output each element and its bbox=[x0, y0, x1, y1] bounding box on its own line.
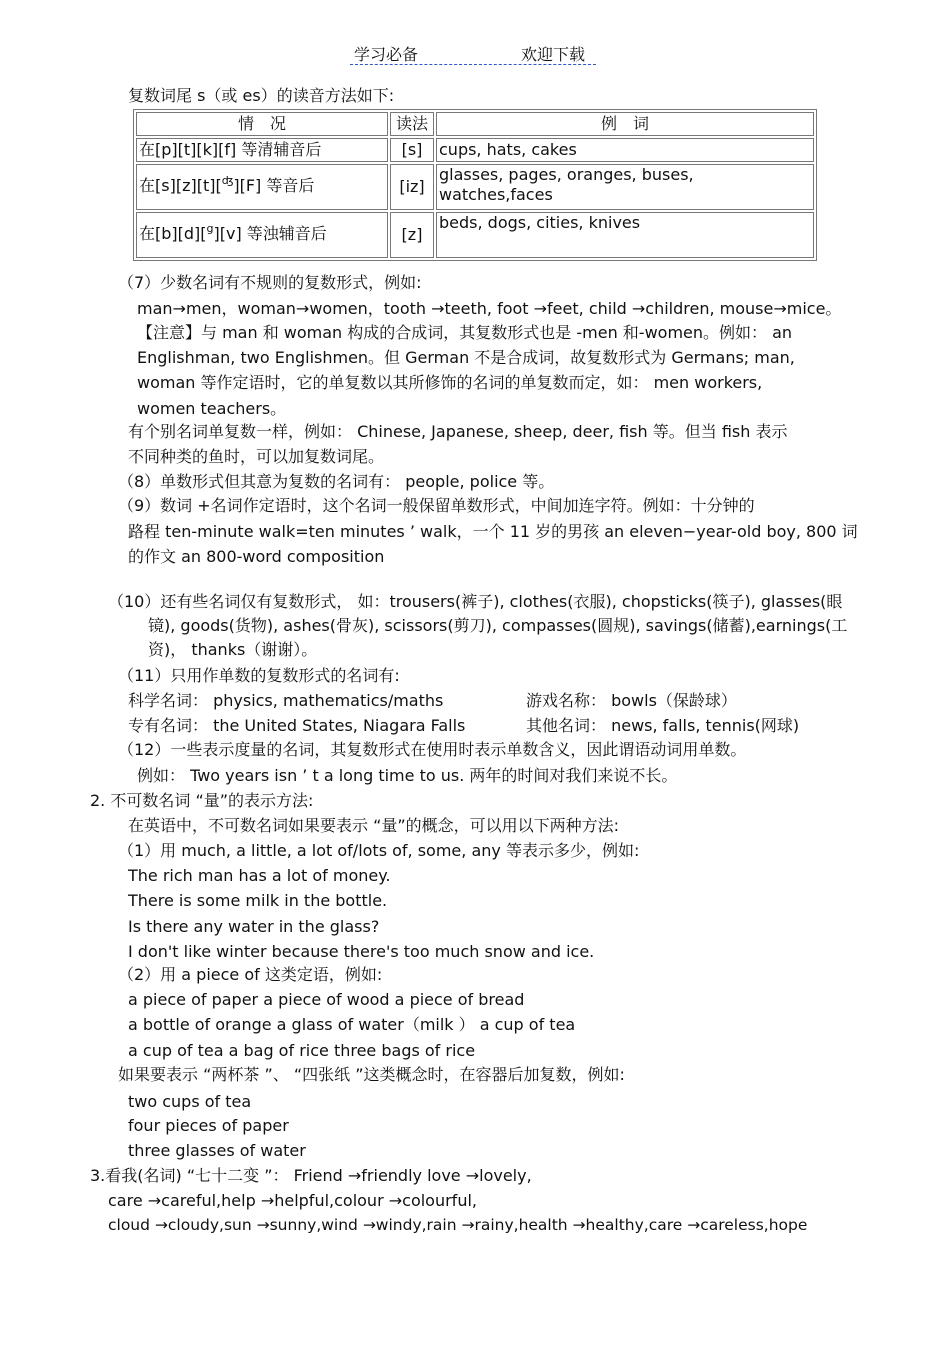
header-reading: 读法 bbox=[390, 112, 434, 136]
text-line: （12）一些表示度量的名词，其复数形式在使用时表示单数含义，因此谓语动词用单数。 bbox=[118, 740, 747, 759]
condition-cell bbox=[136, 138, 388, 162]
text-line: woman 等作定语时，它的单复数以其所修饰的名词的单复数而定，如： men workers, bbox=[137, 373, 763, 392]
text-line: three glasses of water bbox=[128, 1141, 306, 1160]
condition-cell bbox=[136, 164, 388, 210]
text-line: （8）单数形式但其意为复数的名词有： people, police 等。 bbox=[118, 472, 555, 491]
condition-prefix: 在[p][t][k][f] bbox=[139, 140, 237, 159]
text-line: 不同种类的鱼时，可以加复数词尾。 bbox=[128, 447, 385, 466]
text-line: 其他名词： news, falls, tennis(网球) bbox=[526, 716, 800, 735]
intro-text: 复数词尾 s（或 es）的读音方法如下: bbox=[128, 86, 395, 105]
text-line: Englishman, two Englishmen。但 German 不是合成词，故复数形式为 Germans; man, bbox=[137, 348, 795, 367]
text-line: The rich man has a lot of money. bbox=[128, 866, 391, 885]
text-line: （1）用 much, a little, a lot of/lots of, some, any 等表示多少，例如: bbox=[118, 841, 640, 860]
text-line: I don't like winter because there's too much snow and ice. bbox=[128, 942, 595, 961]
section-heading: 2. 不可数名词 “量”的表示方法: bbox=[90, 791, 314, 810]
text-line: （11）只用作单数的复数形式的名词有: bbox=[118, 666, 400, 685]
phonetic-mark: ʤ bbox=[221, 174, 234, 187]
condition-prefix: 在[b][d][ bbox=[139, 224, 207, 243]
header-right: 欢迎下载 bbox=[521, 45, 586, 64]
table-header-row bbox=[136, 112, 814, 136]
examples-cell: beds, dogs, cities, knives bbox=[436, 212, 814, 258]
header-condition: 情 况 bbox=[136, 112, 388, 136]
text-line: 路程 ten-minute walk=ten minutes ’ walk，一个 11 岁的男孩 an eleven−year-old boy, 800 词 bbox=[128, 522, 858, 541]
table-row bbox=[136, 212, 814, 258]
text-line: 的作文 an 800-word composition bbox=[128, 547, 385, 566]
text-line: （9）数词 +名词作定语时，这个名词一般保留单数形式，中间加连字符。例如：十分钟的 bbox=[118, 496, 755, 515]
text-line: 游戏名称： bowls（保龄球） bbox=[526, 691, 737, 710]
text-line: 科学名词： physics, mathematics/maths bbox=[128, 691, 444, 710]
text-line: 在英语中，不可数名词如果要表示 “量”的概念，可以用以下两种方法: bbox=[128, 816, 620, 835]
text-line: four pieces of paper bbox=[128, 1116, 289, 1135]
condition-suffix: ][F] 等音后 bbox=[233, 176, 315, 195]
reading-cell: [s] bbox=[390, 138, 434, 162]
text-line: There is some milk in the bottle. bbox=[128, 891, 388, 910]
text-line: （10）还有些名词仅有复数形式， 如：trousers(裤子), clothes(衣服), chopsticks(筷子), glasses(眼 bbox=[108, 592, 843, 611]
text-line: women teachers。 bbox=[137, 399, 287, 418]
condition-suffix: 等清辅音后 bbox=[241, 140, 322, 159]
text-line: 专有名词： the United States, Niagara Falls bbox=[128, 716, 466, 735]
text-line: a piece of paper a piece of wood a piece of bread bbox=[128, 990, 525, 1009]
condition-prefix: 在[s][z][t][ bbox=[139, 176, 222, 195]
header-examples: 例 词 bbox=[436, 112, 814, 136]
section-heading: 3.看我(名词) “七十二变 ”： Friend →friendly love →lovely, bbox=[90, 1166, 532, 1185]
text-line: 镜), goods(货物), ashes(骨灰), scissors(剪刀), compasses(圆规), savings(储蓄),earnings(工 bbox=[148, 616, 848, 635]
text-line: a cup of tea a bag of rice three bags of rice bbox=[128, 1041, 476, 1060]
text-line: Is there any water in the glass? bbox=[128, 917, 380, 936]
text-line: a bottle of orange a glass of water（milk ） a cup of tea bbox=[128, 1015, 576, 1034]
text-line: care →careful,help →helpful,colour →colourful, bbox=[108, 1191, 477, 1210]
text-line: two cups of tea bbox=[128, 1092, 252, 1111]
pronunciation-table bbox=[133, 109, 817, 261]
examples-cell: cups, hats, cakes bbox=[436, 138, 814, 162]
text-line: 如果要表示 “两杯茶 ”、 “四张纸 ”这类概念时，在容器后加复数，例如: bbox=[118, 1065, 625, 1084]
text-line: 有个别名词单复数一样，例如： Chinese, Japanese, sheep, deer, fish 等。但当 fish 表示 bbox=[128, 422, 788, 441]
text-line: 例如： Two years isn ’ t a long time to us. 两年的时间对我们来说不长。 bbox=[137, 766, 678, 785]
text-line: 【注意】与 man 和 woman 构成的合成词，其复数形式也是 -men 和-women。例如： an bbox=[137, 323, 793, 342]
text-line: （2）用 a piece of 这类定语，例如: bbox=[118, 965, 383, 984]
phonetic-mark: g bbox=[206, 222, 214, 235]
header-left: 学习必备 bbox=[354, 45, 419, 64]
condition-suffix: ][v] 等浊辅音后 bbox=[213, 224, 327, 243]
text-line: man→men，woman→women，tooth →teeth, foot →feet, child →children, mouse→mice。 bbox=[137, 299, 842, 318]
table-row bbox=[136, 164, 814, 210]
text-line: 资)， thanks（谢谢）。 bbox=[148, 640, 318, 659]
header-divider bbox=[350, 64, 596, 65]
reading-cell: [z] bbox=[390, 212, 434, 258]
reading-cell: [iz] bbox=[390, 164, 434, 210]
text-line: cloud →cloudy,sun →sunny,wind →windy,rain →rainy,health →healthy,care →careless,hope bbox=[108, 1216, 808, 1234]
text-line: （7）少数名词有不规则的复数形式，例如: bbox=[118, 273, 422, 292]
examples-cell: glasses, pages, oranges, buses, watches,faces bbox=[436, 164, 814, 210]
table-row bbox=[136, 138, 814, 162]
condition-cell bbox=[136, 212, 388, 258]
